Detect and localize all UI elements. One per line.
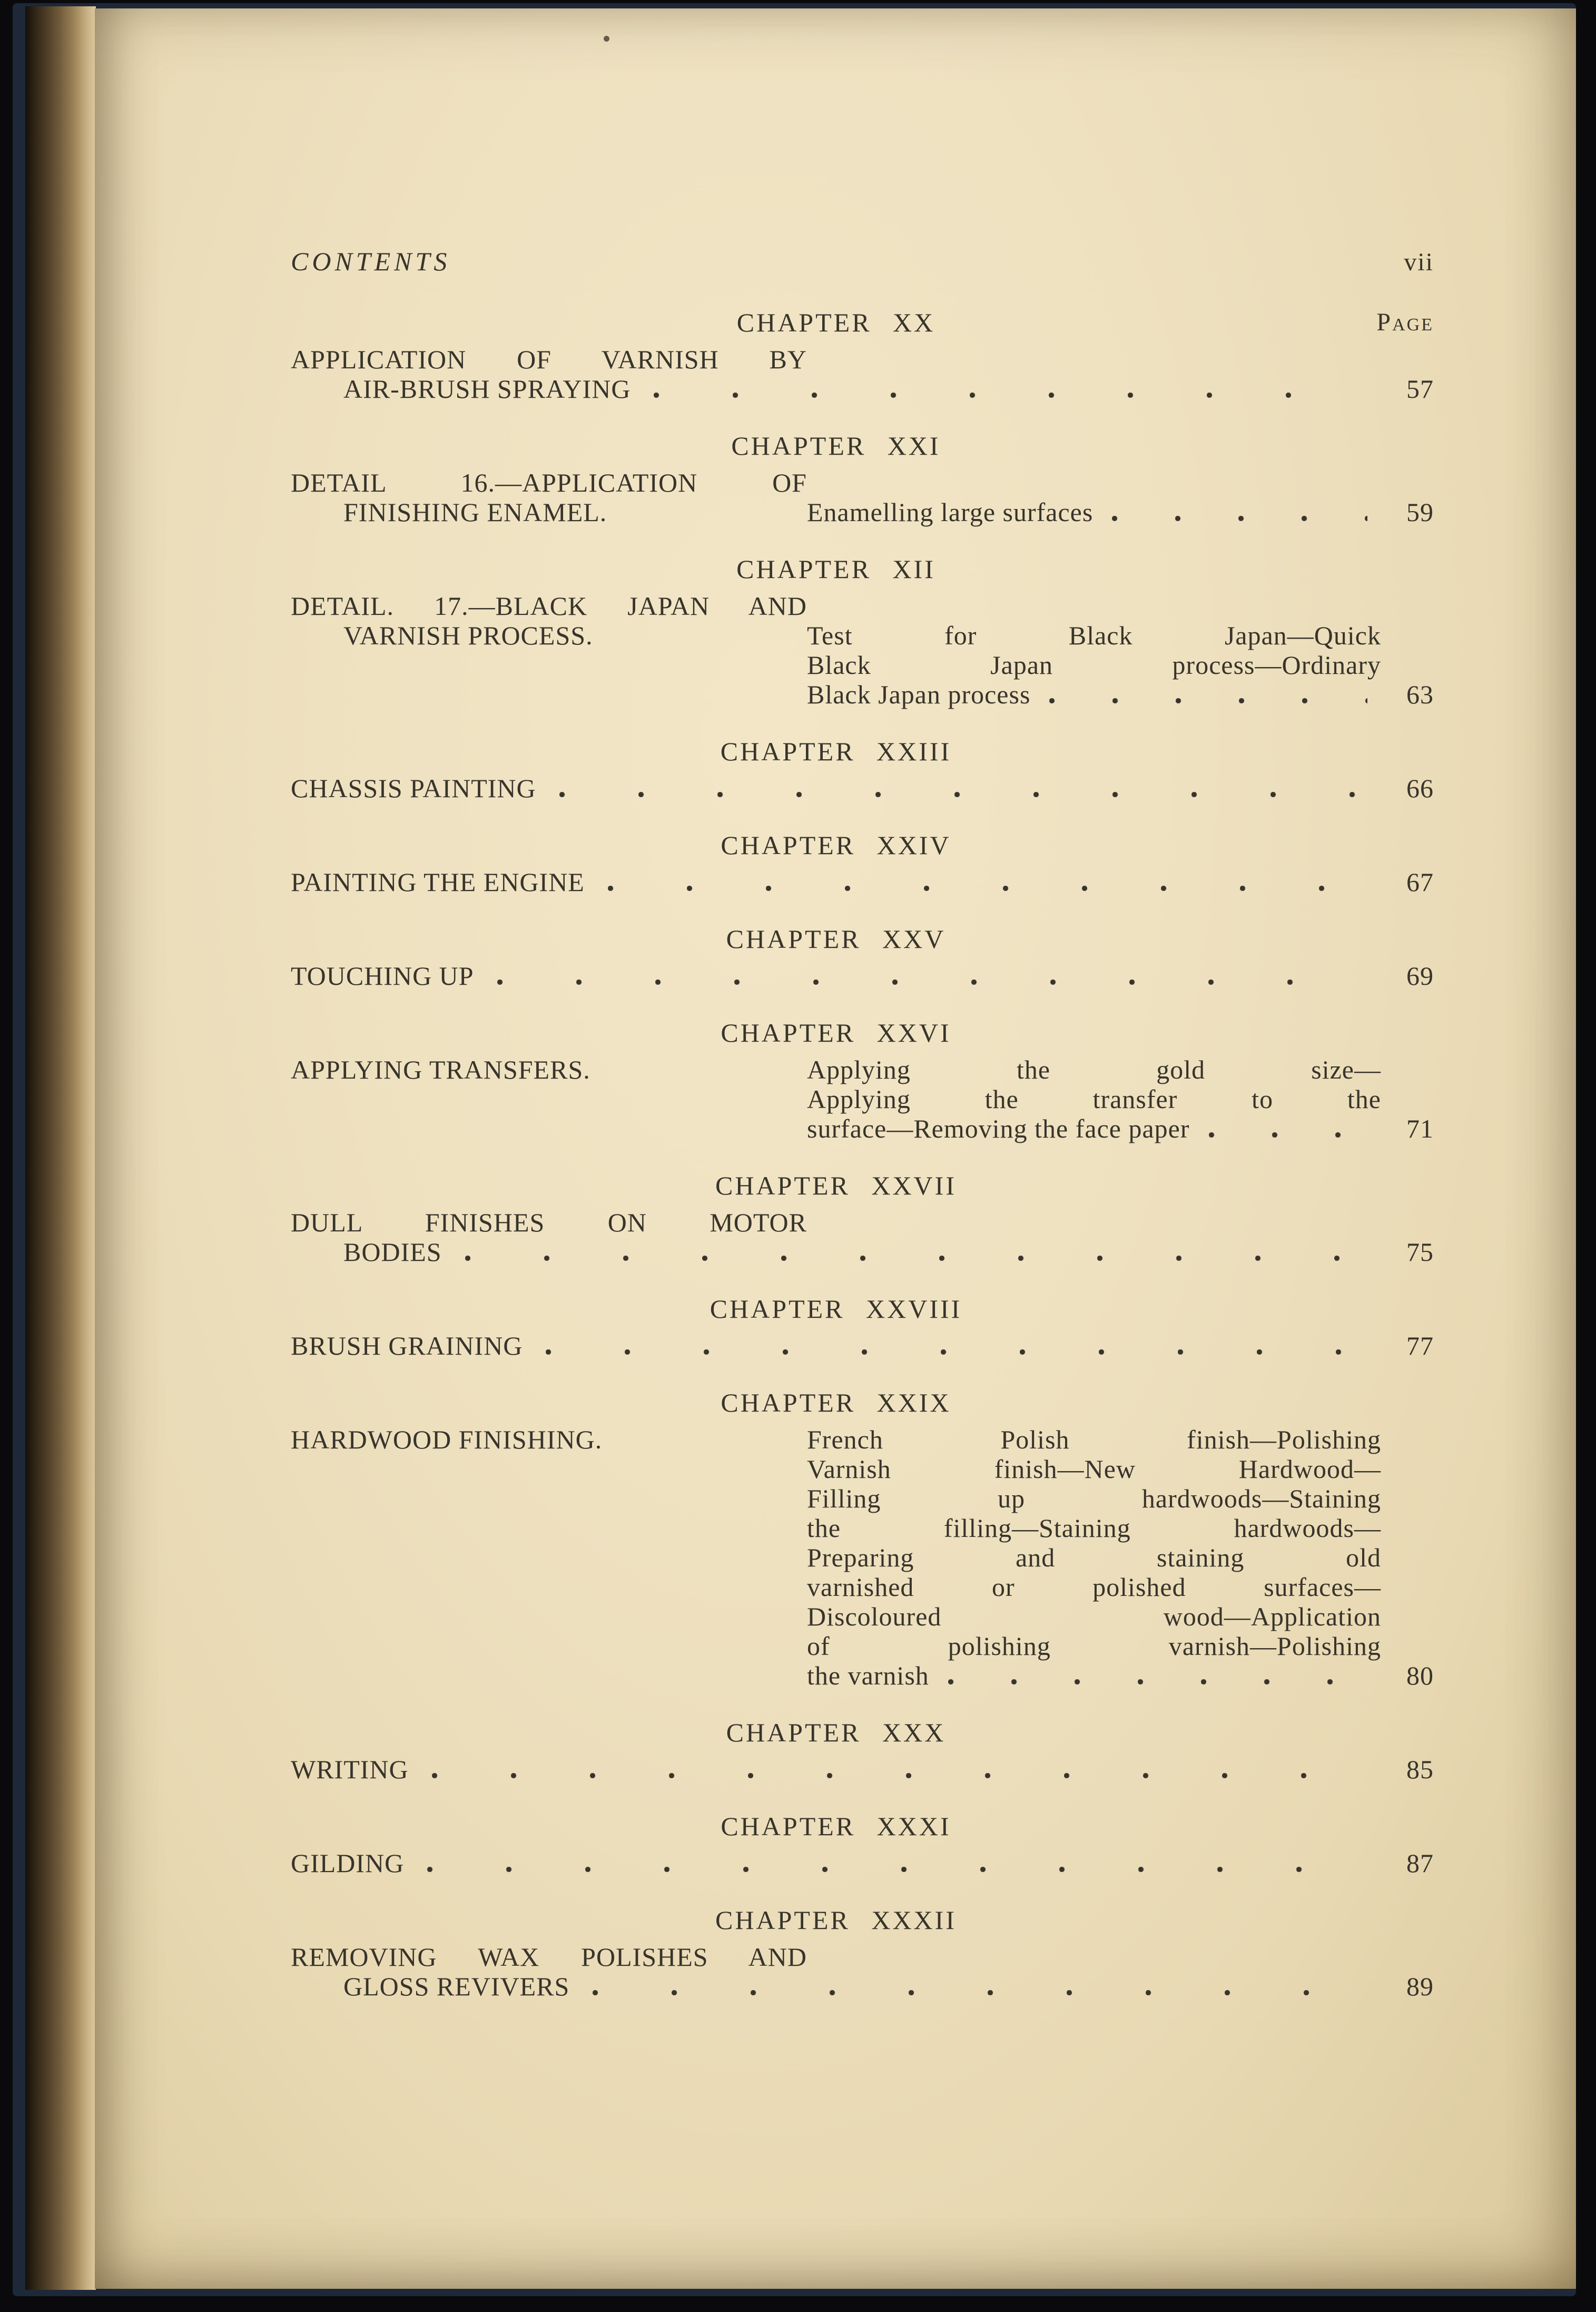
entry-title-line: REMOVING WAX POLISHES AND	[291, 1942, 807, 1972]
dot-leader	[432, 1773, 1360, 1778]
dot-leader	[654, 393, 1360, 398]
chapter-heading: CHAPTER XII	[736, 554, 935, 584]
entry-title-line: DULL FINISHES ON MOTOR	[291, 1208, 807, 1237]
entry-desc-line	[807, 1114, 1381, 1143]
entry-desc-line: Preparing and staining old	[807, 1543, 1381, 1572]
entry-title-line: HARDWOOD FINISHING.	[291, 1425, 603, 1454]
entry-title-line: APPLICATION OF VARNISH BY	[291, 345, 807, 374]
toc-entry	[291, 924, 1434, 991]
chapter-heading: CHAPTER XXIX	[721, 1388, 951, 1417]
chapter-heading: CHAPTER XXVIII	[710, 1294, 962, 1324]
toc-entry	[291, 830, 1434, 897]
dot-leader	[465, 1256, 1360, 1261]
dot-leader	[559, 792, 1360, 797]
toc-entry	[291, 554, 1434, 709]
entries-list	[291, 308, 1434, 2001]
chapter-heading: CHAPTER XXXI	[721, 1811, 951, 1841]
folio-number: vii	[1404, 248, 1434, 276]
entry-title-line	[291, 1237, 1434, 1267]
toc-content	[291, 247, 1434, 2001]
dot-leader	[427, 1867, 1360, 1872]
toc-entry	[291, 1905, 1434, 2001]
entry-title-line	[291, 961, 1434, 991]
entry-desc-text: surface—Removing the face paper	[807, 1114, 1190, 1143]
contents-running-title: CONTENTS	[291, 247, 451, 276]
entry-title-line	[291, 1755, 1434, 1784]
entry-description	[807, 621, 1381, 709]
entry-page-number: 89	[1406, 1972, 1434, 2001]
entry-page-number: 80	[1406, 1661, 1434, 1690]
toc-entry	[291, 1018, 1434, 1143]
chapter-heading: CHAPTER XX	[736, 308, 935, 337]
entry-row	[291, 1055, 1434, 1143]
chapter-heading: CHAPTER XXIV	[721, 830, 951, 860]
toc-entry	[291, 1294, 1434, 1360]
entry-page-number: 63	[1406, 680, 1434, 709]
entry-desc-line: French Polish finish—Polishing	[807, 1425, 1381, 1454]
entry-title-line	[291, 867, 1434, 897]
entry-page-number: 69	[1406, 961, 1434, 991]
entry-title-line: DETAIL 16.—APPLICATION OF	[291, 468, 807, 497]
entry-row	[291, 1425, 1434, 1690]
entry-description	[807, 1055, 1381, 1143]
entry-title-text: BODIES	[343, 1237, 442, 1267]
entry-title-text: BRUSH GRAINING	[291, 1331, 523, 1360]
entry-desc-line: Black Japan process—Ordinary	[807, 650, 1381, 680]
entry-desc-line: Applying the gold size—	[807, 1055, 1381, 1084]
chapter-heading: CHAPTER XXX	[726, 1718, 946, 1747]
entry-desc-text: Enamelling large surfaces	[807, 497, 1093, 527]
entry-page-number: 85	[1406, 1755, 1434, 1784]
entry-page-number: 75	[1406, 1237, 1434, 1267]
entry-description	[807, 497, 1381, 527]
entry-title-text: GILDING	[291, 1848, 405, 1878]
dot-leader	[546, 1349, 1360, 1355]
dot-leader	[1209, 1132, 1367, 1138]
entry-title-text: GLOSS REVIVERS	[343, 1972, 570, 2001]
toc-entry	[291, 737, 1434, 803]
entry-page-number: 71	[1406, 1114, 1434, 1143]
entry-desc-line: Discoloured wood—Application	[807, 1602, 1381, 1631]
entry-title	[291, 468, 807, 527]
entry-description	[807, 1425, 1381, 1690]
toc-entry	[291, 1718, 1434, 1784]
entry-title-line	[291, 374, 1434, 404]
page-column-label: Page	[1376, 308, 1434, 336]
book-page	[95, 8, 1576, 2289]
entry-row	[291, 468, 1434, 527]
toc-entry	[291, 1811, 1434, 1878]
entry-title-line	[291, 1848, 1434, 1878]
chapter-heading: CHAPTER XXV	[726, 924, 946, 954]
entry-desc-line	[807, 1661, 1381, 1690]
entry-page-number: 77	[1406, 1331, 1434, 1360]
entry-desc-line: Filling up hardwoods—Staining	[807, 1484, 1381, 1513]
entry-title-line	[291, 773, 1434, 803]
entry-title-line	[291, 1331, 1434, 1360]
entry-title-text: CHASSIS PAINTING	[291, 773, 536, 803]
dot-leader	[1112, 516, 1367, 521]
entry-title	[291, 1055, 807, 1143]
entry-title-line	[291, 1972, 1434, 2001]
entry-desc-text: Black Japan process	[807, 680, 1031, 709]
toc-header	[291, 247, 1434, 276]
dot-leader	[497, 979, 1360, 985]
entry-page-number: 87	[1406, 1848, 1434, 1878]
entry-page-number: 57	[1406, 374, 1434, 404]
entry-title	[291, 1425, 807, 1690]
entry-title-text: PAINTING THE ENGINE	[291, 867, 585, 897]
chapter-heading: CHAPTER XXXII	[715, 1905, 957, 1935]
dot-leader	[608, 886, 1360, 891]
entry-page-number: 66	[1406, 773, 1434, 803]
entry-desc-line	[807, 497, 1381, 527]
dot-leader	[593, 1990, 1360, 1995]
toc-entry	[291, 1171, 1434, 1267]
entry-title-text: TOUCHING UP	[291, 961, 474, 991]
entry-row	[291, 591, 1434, 709]
entry-title-line: FINISHING ENAMEL.	[343, 497, 607, 527]
entry-title	[291, 591, 807, 709]
entry-desc-line: of polishing varnish—Polishing	[807, 1631, 1381, 1661]
dot-leader	[1049, 698, 1367, 703]
toc-entry	[291, 1388, 1434, 1690]
chapter-heading: CHAPTER XXIII	[720, 737, 952, 766]
ink-speck	[604, 36, 609, 42]
entry-desc-line: Varnish finish—New Hardwood—	[807, 1454, 1381, 1484]
toc-entry	[291, 431, 1434, 527]
chapter-heading: CHAPTER XXI	[731, 431, 941, 461]
entry-title-line: APPLYING TRANSFERS.	[291, 1055, 590, 1084]
entry-title-text: AIR-BRUSH SPRAYING	[343, 374, 631, 404]
entry-desc-line: Applying the transfer to the	[807, 1084, 1381, 1114]
toc-entry	[291, 308, 1434, 404]
entry-title-text: WRITING	[291, 1755, 409, 1784]
page-edge-stack	[25, 6, 96, 2290]
chapter-heading: CHAPTER XXVI	[721, 1018, 951, 1047]
entry-desc-line: the filling—Staining hardwoods—	[807, 1513, 1381, 1543]
entry-desc-line: Test for Black Japan—Quick	[807, 621, 1381, 650]
entry-page-number: 67	[1406, 867, 1434, 897]
chapter-heading: CHAPTER XXVII	[715, 1171, 957, 1200]
entry-title-line: VARNISH PROCESS.	[343, 621, 593, 650]
entry-title-line: DETAIL. 17.—BLACK JAPAN AND	[291, 591, 807, 621]
entry-desc-text: the varnish	[807, 1661, 929, 1690]
dot-leader	[948, 1679, 1367, 1684]
entry-desc-line	[807, 680, 1381, 709]
entry-desc-line: varnished or polished surfaces—	[807, 1572, 1381, 1602]
entry-page-number: 59	[1406, 497, 1434, 527]
